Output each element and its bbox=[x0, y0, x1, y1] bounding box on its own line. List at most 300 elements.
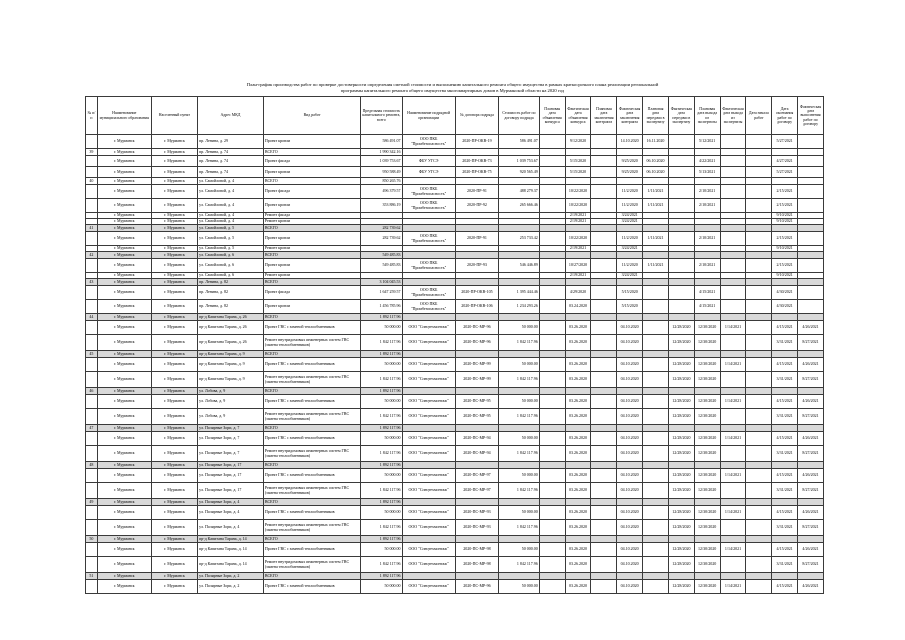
table-cell bbox=[565, 388, 591, 395]
table-cell: 4/27/2021 bbox=[772, 156, 798, 167]
table-cell bbox=[798, 573, 824, 580]
table-cell bbox=[746, 167, 772, 178]
table-cell: 3/31/2021 bbox=[772, 483, 798, 499]
table-cell: 2/15/2021 bbox=[772, 199, 798, 213]
header-cell: Плановая дата передачи в экспертизу bbox=[643, 97, 669, 135]
table-cell: 1 039 753.67 bbox=[499, 156, 540, 167]
table-cell: 1/11/2021 bbox=[643, 199, 669, 213]
header-cell: Дата начала работ bbox=[746, 97, 772, 135]
table-cell: ул. Самойловой, д. 5 bbox=[198, 225, 264, 232]
table-cell: ФБУ УГСЭ bbox=[402, 156, 455, 167]
table-cell bbox=[539, 469, 565, 483]
table-cell: 12/28/2020 bbox=[668, 395, 694, 409]
table-cell: 50 000.00 bbox=[361, 432, 402, 446]
table-cell: г. Мурманск bbox=[151, 225, 197, 232]
table-cell: 2/15/2021 bbox=[772, 232, 798, 246]
row-number-cell bbox=[86, 557, 98, 573]
table-cell bbox=[643, 351, 669, 358]
table-cell: 4/26/2021 bbox=[798, 358, 824, 372]
table-cell: 5/15/2020 bbox=[617, 286, 643, 300]
row-number-cell bbox=[86, 232, 98, 246]
table-cell bbox=[539, 372, 565, 388]
table-cell: Проект ГВС с заменой теплообменников bbox=[263, 321, 360, 335]
table-cell bbox=[772, 351, 798, 358]
table-cell bbox=[539, 149, 565, 156]
table-cell: г. Мурманск bbox=[97, 149, 151, 156]
table-cell: 06.10.2020 bbox=[643, 156, 669, 167]
table-cell bbox=[591, 425, 617, 432]
table-cell: 03.26.2020 bbox=[565, 321, 591, 335]
table-cell bbox=[720, 499, 746, 506]
table-cell bbox=[720, 409, 746, 425]
table-cell bbox=[668, 185, 694, 199]
table-cell: ул. Полярные Зори, д. 2 bbox=[198, 580, 264, 594]
table-cell bbox=[643, 462, 669, 469]
table-cell: ВСЕГО bbox=[263, 388, 360, 395]
table-cell: г. Мурманск bbox=[151, 279, 197, 286]
table-cell: 4/15/2021 bbox=[694, 286, 720, 300]
table-cell bbox=[617, 425, 643, 432]
table-cell bbox=[591, 372, 617, 388]
table-cell: г. Мурманск bbox=[97, 273, 151, 279]
table-cell: 2/19/2021 bbox=[565, 219, 591, 225]
header-cell: Наименование муниципального образования bbox=[97, 97, 151, 135]
header-cell: № п/п bbox=[86, 97, 98, 135]
row-number-cell bbox=[86, 409, 98, 425]
table-cell bbox=[591, 358, 617, 372]
table-cell bbox=[746, 506, 772, 520]
row-number-cell: 47 bbox=[86, 425, 98, 432]
table-cell: 2020-ПС-МР-99 bbox=[455, 358, 499, 372]
table-cell bbox=[565, 252, 591, 259]
table-cell: 12/28/2020 bbox=[668, 469, 694, 483]
table-cell: 12/28/2020 bbox=[668, 335, 694, 351]
table-cell: г. Мурманск bbox=[97, 557, 151, 573]
table-cell: 03.26.2020 bbox=[565, 483, 591, 499]
header-cell: Фактическая дата выполнения работ по договору bbox=[798, 97, 824, 135]
table-cell: 1/11/2021 bbox=[643, 259, 669, 273]
table-cell bbox=[455, 279, 499, 286]
table-cell bbox=[455, 225, 499, 232]
table-cell: 4/15/2021 bbox=[694, 300, 720, 314]
table-row bbox=[86, 252, 824, 259]
table-cell: 50 000.00 bbox=[361, 321, 402, 335]
table-cell: ВСЕГО bbox=[263, 573, 360, 580]
table-cell bbox=[643, 543, 669, 557]
table-cell: Проект ГВС с заменой теплообменников bbox=[263, 580, 360, 594]
table-cell bbox=[643, 446, 669, 462]
table-cell: г. Мурманск bbox=[151, 259, 197, 273]
table-cell bbox=[668, 286, 694, 300]
table-row bbox=[86, 286, 824, 300]
table-cell: Проект ГВС с заменой теплообменников bbox=[263, 543, 360, 557]
table-cell: г. Мурманск bbox=[97, 358, 151, 372]
table-cell: 8/27/2021 bbox=[798, 335, 824, 351]
table-cell bbox=[798, 259, 824, 273]
table-cell: 16.11.2020 bbox=[643, 135, 669, 149]
row-number-cell: 40 bbox=[86, 178, 98, 185]
table-cell: Проект кровли bbox=[263, 135, 360, 149]
table-cell: Ремонт кровли bbox=[263, 273, 360, 279]
table-cell: г. Мурманск bbox=[97, 246, 151, 252]
table-cell: г. Мурманск bbox=[151, 483, 197, 499]
table-cell: г. Мурманск bbox=[97, 135, 151, 149]
table-cell: 04.10.2020 bbox=[617, 506, 643, 520]
table-row bbox=[86, 483, 824, 499]
table-cell bbox=[455, 252, 499, 259]
table-cell: 1 892 117.96 bbox=[361, 462, 402, 469]
table-cell: 9/10/2021 bbox=[772, 213, 798, 219]
row-number-cell bbox=[86, 580, 98, 594]
table-cell: 5/27/2021 bbox=[772, 167, 798, 178]
table-cell: г. Мурманск bbox=[151, 185, 197, 199]
table-cell: 4/15/2021 bbox=[772, 506, 798, 520]
table-cell bbox=[565, 573, 591, 580]
table-cell bbox=[720, 135, 746, 149]
table-cell: 1 842 117.96 bbox=[499, 335, 540, 351]
table-cell: ул. Самойловой, д. 6 bbox=[198, 259, 264, 273]
table-cell bbox=[455, 178, 499, 185]
table-cell: г. Мурманск bbox=[151, 358, 197, 372]
table-cell bbox=[591, 409, 617, 425]
table-cell bbox=[746, 462, 772, 469]
table-cell: ул. Лобова, д. 9 bbox=[198, 388, 264, 395]
table-cell bbox=[591, 580, 617, 594]
table-cell: Проект кровли bbox=[263, 232, 360, 246]
table-cell: 11/2/2020 bbox=[617, 259, 643, 273]
table-row bbox=[86, 372, 824, 388]
table-cell: 3/24/2021 bbox=[617, 213, 643, 219]
table-cell: 282 739.62 bbox=[361, 232, 402, 246]
table-cell: 2020-ПС-МР-98 bbox=[455, 557, 499, 573]
table-cell bbox=[643, 300, 669, 314]
table-cell: 546 446.89 bbox=[499, 259, 540, 273]
table-cell bbox=[617, 351, 643, 358]
table-cell bbox=[617, 388, 643, 395]
table-cell bbox=[499, 178, 540, 185]
table-header bbox=[86, 97, 824, 135]
table-cell: 1 892 117.96 bbox=[361, 351, 402, 358]
table-cell: 12/28/2020 bbox=[668, 506, 694, 520]
table-cell bbox=[539, 536, 565, 543]
table-cell: 12/30/2020 bbox=[694, 446, 720, 462]
table-row bbox=[86, 149, 824, 156]
table-cell bbox=[539, 395, 565, 409]
table-cell bbox=[565, 149, 591, 156]
table-cell: ООО "Спецтехмонтаж" bbox=[402, 469, 455, 483]
table-cell bbox=[499, 252, 540, 259]
table-cell: 04.10.2020 bbox=[617, 483, 643, 499]
table-cell bbox=[746, 543, 772, 557]
table-cell: 488 279.37 bbox=[499, 185, 540, 199]
table-cell bbox=[746, 358, 772, 372]
table-cell: 1/11/2021 bbox=[643, 185, 669, 199]
table-cell bbox=[694, 279, 720, 286]
table-cell: Ремонт внутридомовых инженерных систем ГВС (замена теплообменников) bbox=[263, 483, 360, 499]
table-cell: Ремонт внутридомовых инженерных систем ГВС (замена теплообменников) bbox=[263, 335, 360, 351]
table-cell: 282 739.62 bbox=[361, 225, 402, 232]
table-cell: 2020-ПС-МР-96 bbox=[455, 335, 499, 351]
table-cell: 4/26/2021 bbox=[798, 506, 824, 520]
table-cell bbox=[591, 185, 617, 199]
table-cell: 03.26.2020 bbox=[565, 520, 591, 536]
table-cell: 1 892 117.96 bbox=[361, 536, 402, 543]
table-cell: 4/15/2021 bbox=[772, 395, 798, 409]
header-cell: Предельная стоимость капитального ремонта, всего bbox=[361, 97, 402, 135]
table-cell bbox=[772, 425, 798, 432]
table-cell: 2020-ПР-ОКВ-75 bbox=[455, 167, 499, 178]
table-cell: 9/25/2020 bbox=[617, 167, 643, 178]
table-cell bbox=[772, 252, 798, 259]
table-cell bbox=[539, 432, 565, 446]
table-cell bbox=[455, 314, 499, 321]
table-cell bbox=[617, 536, 643, 543]
table-cell: 1/14/2021 bbox=[720, 580, 746, 594]
table-cell: г. Мурманск bbox=[97, 219, 151, 225]
row-number-cell: 44 bbox=[86, 314, 98, 321]
table-cell: пр-д Капитана Тарана, д. 14 bbox=[198, 543, 264, 557]
table-cell: 850 265.76 bbox=[361, 178, 402, 185]
table-cell: 3/31/2021 bbox=[772, 446, 798, 462]
row-number-cell: 49 bbox=[86, 499, 98, 506]
table-cell bbox=[668, 573, 694, 580]
table-cell: пр-д Капитана Тарана, д. 9 bbox=[198, 358, 264, 372]
table-cell bbox=[617, 252, 643, 259]
table-cell bbox=[772, 314, 798, 321]
table-cell: ул. Полярные Зори, д. 17 bbox=[198, 462, 264, 469]
table-cell: 2020-ПР-ОКВ-73 bbox=[455, 156, 499, 167]
table-cell: 4/26/2021 bbox=[798, 543, 824, 557]
table-cell: 3/24/2021 bbox=[617, 273, 643, 279]
table-cell: 04.10.2020 bbox=[617, 469, 643, 483]
table-cell: г. Мурманск bbox=[151, 149, 197, 156]
table-cell: 920 565.49 bbox=[499, 167, 540, 178]
table-cell: ВСЕГО bbox=[263, 536, 360, 543]
table-row bbox=[86, 506, 824, 520]
table-cell: 10/27/2020 bbox=[565, 259, 591, 273]
row-number-cell bbox=[86, 483, 98, 499]
row-number-cell bbox=[86, 199, 98, 213]
table-cell bbox=[643, 358, 669, 372]
table-cell bbox=[798, 225, 824, 232]
table-cell bbox=[591, 252, 617, 259]
table-cell: 03.26.2020 bbox=[565, 543, 591, 557]
table-cell: 03.26.2020 bbox=[565, 446, 591, 462]
table-cell: 586 491.07 bbox=[361, 135, 402, 149]
table-cell: 12/30/2020 bbox=[694, 520, 720, 536]
table-cell: ВСЕГО bbox=[263, 149, 360, 156]
table-cell: пр. Ленина, д. 29 bbox=[198, 135, 264, 149]
schedule-table bbox=[85, 96, 824, 594]
table-cell: 2020-ПС-МР-98 bbox=[455, 543, 499, 557]
table-cell: 12/28/2020 bbox=[668, 358, 694, 372]
table-cell bbox=[668, 259, 694, 273]
table-cell: 50 000.00 bbox=[499, 580, 540, 594]
table-cell: 2020-ПР-ОКВ-105 bbox=[455, 286, 499, 300]
table-cell: г. Мурманск bbox=[97, 199, 151, 213]
table-cell: г. Мурманск bbox=[151, 178, 197, 185]
table-cell bbox=[539, 409, 565, 425]
table-cell: ООО "Спецтехмонтаж" bbox=[402, 432, 455, 446]
table-cell bbox=[539, 483, 565, 499]
table-cell bbox=[772, 279, 798, 286]
table-row bbox=[86, 557, 824, 573]
table-cell bbox=[668, 135, 694, 149]
table-cell bbox=[694, 225, 720, 232]
table-cell: 04.10.2020 bbox=[617, 372, 643, 388]
table-cell: 03.26.2020 bbox=[565, 372, 591, 388]
table-cell: г. Мурманск bbox=[97, 395, 151, 409]
table-cell bbox=[643, 372, 669, 388]
table-cell bbox=[402, 425, 455, 432]
table-cell bbox=[720, 286, 746, 300]
table-row bbox=[86, 225, 824, 232]
table-cell: г. Мурманск bbox=[151, 246, 197, 252]
table-cell: ул. Полярные Зори, д. 2 bbox=[198, 573, 264, 580]
table-cell: г. Мурманск bbox=[97, 536, 151, 543]
table-cell bbox=[720, 388, 746, 395]
table-cell: 2020-ПС-МР-93 bbox=[455, 520, 499, 536]
table-cell bbox=[539, 573, 565, 580]
table-cell: ООО ПКБ "Промбезопасность" bbox=[402, 199, 455, 213]
table-cell bbox=[565, 279, 591, 286]
table-cell: ООО "Спецтехмонтаж" bbox=[402, 395, 455, 409]
table-cell: 50 000.00 bbox=[499, 469, 540, 483]
row-number-cell bbox=[86, 520, 98, 536]
table-cell bbox=[591, 432, 617, 446]
table-cell: 3 104 045.53 bbox=[361, 279, 402, 286]
table-cell: г. Мурманск bbox=[151, 167, 197, 178]
table-cell bbox=[746, 432, 772, 446]
table-cell bbox=[720, 178, 746, 185]
table-cell: ул. Самойловой, д. 4 bbox=[198, 213, 264, 219]
row-number-cell: 39 bbox=[86, 149, 98, 156]
table-cell: 12/28/2020 bbox=[668, 483, 694, 499]
table-cell bbox=[746, 225, 772, 232]
table-cell bbox=[694, 462, 720, 469]
table-cell bbox=[668, 425, 694, 432]
table-cell bbox=[746, 520, 772, 536]
table-row bbox=[86, 156, 824, 167]
table-cell bbox=[539, 185, 565, 199]
table-cell bbox=[591, 314, 617, 321]
table-cell: 1 892 117.96 bbox=[361, 388, 402, 395]
table-cell bbox=[720, 300, 746, 314]
table-cell bbox=[798, 425, 824, 432]
table-cell: г. Мурманск bbox=[151, 372, 197, 388]
table-cell: ООО "Спецтехмонтаж" bbox=[402, 520, 455, 536]
table-cell bbox=[746, 149, 772, 156]
table-cell: 9/10/2021 bbox=[772, 273, 798, 279]
table-cell bbox=[539, 358, 565, 372]
table-cell bbox=[720, 149, 746, 156]
table-cell: 1 842 117.96 bbox=[361, 446, 402, 462]
table-cell bbox=[720, 462, 746, 469]
table-cell bbox=[643, 178, 669, 185]
row-number-cell bbox=[86, 321, 98, 335]
table-cell: г. Мурманск bbox=[97, 506, 151, 520]
table-cell: ВСЕГО bbox=[263, 225, 360, 232]
table-cell: г. Мурманск bbox=[97, 520, 151, 536]
table-cell bbox=[643, 536, 669, 543]
table-cell: 12/30/2020 bbox=[694, 580, 720, 594]
table-cell bbox=[720, 185, 746, 199]
table-cell: 2020-ПР-ОКВ-106 bbox=[455, 300, 499, 314]
table-cell bbox=[402, 149, 455, 156]
table-cell: 12/30/2020 bbox=[694, 432, 720, 446]
table-cell: ул. Самойловой, д. 5 bbox=[198, 246, 264, 252]
table-cell: 1 842 117.96 bbox=[499, 557, 540, 573]
table-cell: 2/10/2021 bbox=[694, 199, 720, 213]
table-cell bbox=[539, 286, 565, 300]
table-row bbox=[86, 536, 824, 543]
table-cell: Ремонт внутридомовых инженерных систем ГВС (замена теплообменников) bbox=[263, 446, 360, 462]
table-cell: г. Мурманск bbox=[97, 432, 151, 446]
table-cell: ООО "Спецтехмонтаж" bbox=[402, 557, 455, 573]
table-cell: 03.26.2020 bbox=[565, 358, 591, 372]
table-cell bbox=[798, 185, 824, 199]
table-cell bbox=[720, 557, 746, 573]
table-cell: 4/15/2021 bbox=[772, 543, 798, 557]
table-cell: 2020-ПС-МР-96 bbox=[455, 321, 499, 335]
table-cell bbox=[668, 388, 694, 395]
table-cell: 2020-ПС-МР-97 bbox=[455, 469, 499, 483]
table-cell: 8/27/2021 bbox=[798, 409, 824, 425]
table-row bbox=[86, 388, 824, 395]
table-row bbox=[86, 167, 824, 178]
table-cell: 1 892 117.96 bbox=[361, 314, 402, 321]
table-cell bbox=[694, 536, 720, 543]
table-cell: 1/14/2021 bbox=[720, 358, 746, 372]
table-cell: 3/31/2021 bbox=[772, 372, 798, 388]
table-cell: ул. Самойловой, д. 4 bbox=[198, 185, 264, 199]
table-cell bbox=[643, 499, 669, 506]
table-cell: г. Мурманск bbox=[97, 372, 151, 388]
table-cell: ВСЕГО bbox=[263, 279, 360, 286]
table-cell: ул. Лобова, д. 9 bbox=[198, 409, 264, 425]
table-cell: ООО "Спецтехмонтаж" bbox=[402, 372, 455, 388]
table-cell: г. Мурманск bbox=[97, 462, 151, 469]
table-cell bbox=[798, 149, 824, 156]
table-cell bbox=[499, 388, 540, 395]
table-cell: г. Мурманск bbox=[97, 178, 151, 185]
table-cell bbox=[772, 462, 798, 469]
table-cell bbox=[643, 395, 669, 409]
table-cell: 50 000.00 bbox=[499, 432, 540, 446]
row-number-cell bbox=[86, 156, 98, 167]
table-cell: г. Мурманск bbox=[151, 543, 197, 557]
table-cell bbox=[694, 149, 720, 156]
table-cell: 5/15/2020 bbox=[565, 167, 591, 178]
table-cell: 12/28/2020 bbox=[668, 446, 694, 462]
table-cell: 04.10.2020 bbox=[617, 446, 643, 462]
table-cell: пр-д Капитана Тарана, д. 26 bbox=[198, 321, 264, 335]
row-number-cell bbox=[86, 286, 98, 300]
row-number-cell: 50 bbox=[86, 536, 98, 543]
table-cell: 1/14/2021 bbox=[720, 321, 746, 335]
table-cell bbox=[798, 232, 824, 246]
table-cell: 50 000.00 bbox=[499, 321, 540, 335]
table-cell: 04.10.2020 bbox=[617, 557, 643, 573]
table-cell: 50 000.00 bbox=[499, 358, 540, 372]
table-cell: г. Мурманск bbox=[97, 185, 151, 199]
table-cell: Проект кровли bbox=[263, 199, 360, 213]
header-cell: Населенный пункт bbox=[151, 97, 197, 135]
table-cell: ул. Самойловой, д. 6 bbox=[198, 252, 264, 259]
table-cell bbox=[591, 321, 617, 335]
table-cell: 1 039 753.67 bbox=[361, 156, 402, 167]
table-cell bbox=[720, 425, 746, 432]
